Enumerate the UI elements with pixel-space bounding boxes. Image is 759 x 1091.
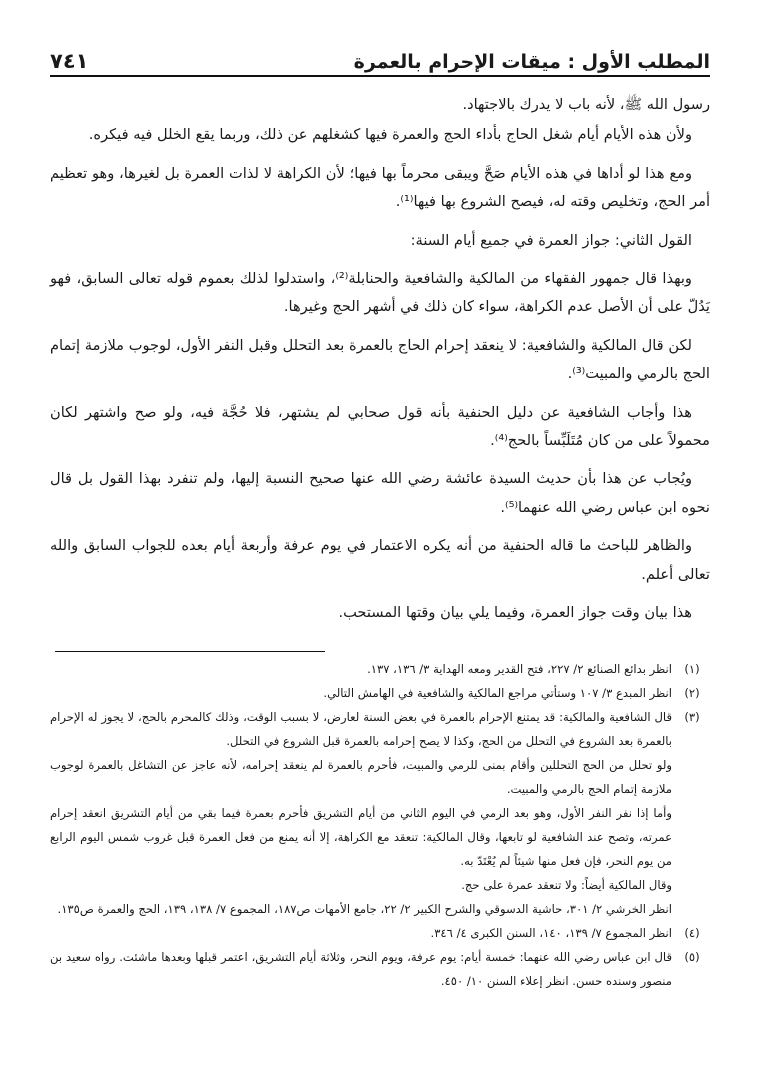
footnote-5	[50, 945, 712, 993]
footnote-text: وأما إذا نفر النفر الأول، وهو بعد الرمي في اليوم الثاني من أيام التشريق فأحرم بعمرة فيما بقي من أيام التشريق انعقد إحرام عمرته، وتصح عند الشافعية لو تابعها، وقال المالكية: تنعقد مع الكراهة، إلا أنه يمنع من فعل العمرة قبل غروب شمس اليوم الرابع من يوم النحر، فإن فعل منها شيئاً لم يُعْتَدّ به.	[50, 806, 672, 868]
footnote-3	[50, 705, 712, 921]
paragraph: والظاهر للباحث ما قاله الحنفية من أنه يكره الاعتمار في يوم عرفة وأربعة أيام بعده للجواب السابق والله تعالى أعلم.	[50, 537, 710, 583]
paragraph: هذا وأجاب الشافعية عن دليل الحنفية بأنه قول صحابي لم يشتهر، فلا حُجَّة فيه، ولو صح واشتهر لكان محمولاً على من كان مُتَلَبِّساً بالحج⁽⁴⁾.	[50, 403, 710, 450]
footnote-number: (٣)	[684, 710, 700, 724]
paragraph: هذا بيان وقت جواز العمرة، وفيما يلي بيان وقتها المستحب.	[338, 604, 692, 622]
footnotes	[50, 657, 712, 993]
footnote-number: (٢)	[684, 686, 700, 700]
footnote-text: قال الشافعية والمالكية: قد يمتنع الإحرام بالعمرة في بعض السنة لعارض، لا بسبب الوقت، وذلك كالمحرم بالحج، لا يجوز له الإحرام بالعمرة بعد الشروع في التحلل من الحج، وكذا لا يصح إحرامه بالعمرة قبل الشروع في التحلل.	[50, 710, 672, 748]
running-header	[50, 45, 710, 77]
footnote-number: (٤)	[684, 926, 700, 940]
paragraph: لكن قال المالكية والشافعية: لا ينعقد إحرام الحاج بالعمرة بعد التحلل وقبل النفر الأول، لوجوب ملازمة إتمام الحج بالرمي والمبيت⁽³⁾.	[50, 336, 710, 383]
footnote-number: (١)	[684, 662, 700, 676]
section-heading: القول الثاني: جواز العمرة في جميع أيام السنة:	[410, 231, 692, 249]
footnote-text: ولو تحلل من الحج التحللين وأقام بمنى للرمي والمبيت، فأحرم بالعمرة لم ينعقد إحرامه، لأنه عاجز عن التشاغل بالعمرة لوجوب ملازمة إتمام الحج بالرمي والمبيت.	[50, 758, 672, 796]
footnote-divider	[55, 651, 325, 652]
section-title: المطلب الأول : ميقات الإحرام بالعمرة	[353, 51, 710, 73]
footnote-text: انظر المبدع ٣/ ١٠٧ وستأتي مراجع المالكية والشافعية في الهامش التالي.	[323, 686, 672, 700]
main-text	[50, 91, 710, 628]
page-content	[50, 45, 710, 638]
footnote-text: قال ابن عباس رضي الله عنهما: خمسة أيام: يوم عرفة، ويوم النحر، وثلاثة أيام التشريق، اعتمر قبلها وبعدها ماشئت. رواه سعيد بن منصور وسنده حسن. انظر إعلاء السنن ١٠/ ٤٥٠.	[50, 950, 672, 988]
footnote-4	[50, 921, 712, 945]
footnote-2	[50, 681, 712, 705]
paragraph: رسول الله ﷺ، لأنه باب لا يدرك بالاجتهاد.	[462, 96, 710, 113]
footnote-text: انظر بدائع الصنائع ٢/ ٢٢٧، فتح القدير ومعه الهداية ٣/ ١٣٦، ١٣٧.	[367, 662, 672, 676]
paragraph: وبهذا قال جمهور الفقهاء من المالكية والشافعية والحنابلة⁽²⁾، واستدلوا لذلك بعموم قوله تعالى السابق، فهو يَدُلّ على أن الأصل عدم الكراهة، سواء كان ذلك في أشهر الحج وغيرها.	[50, 270, 710, 316]
footnote-text: وقال المالكية أيضاً: ولا تنعقد عمرة على حج.	[461, 878, 672, 892]
page-number: ٧٤١	[50, 49, 89, 73]
footnote-text: انظر المجموع ٧/ ١٣٩، ١٤٠، السنن الكبرى ٤/ ٣٤٦.	[430, 926, 672, 940]
paragraph: ويُجاب عن هذا بأن حديث السيدة عائشة رضي الله عنها صحيح النسبة إليها، ولم تنفرد بهذا القول بل قال نحوه ابن عباس رضي الله عنهما⁽⁵⁾.	[50, 470, 710, 516]
footnote-text: انظر الخرشي ٢/ ٣٠١، حاشية الدسوقي والشرح الكبير ٢/ ٢٢، جامع الأمهات ص١٨٧، المجموع ٧/ ١٣٨، ١٣٩، الحج والعمرة ص١٣٥.	[57, 902, 672, 916]
paragraph: ولأن هذه الأيام أيام شغل الحاج بأداء الحج والعمرة فيها كشغلهم عن ذلك، وربما يقع الخلل فيه فيكره.	[88, 126, 692, 144]
footnote-number: (٥)	[684, 950, 700, 964]
footnote-1	[50, 657, 712, 681]
paragraph: ومع هذا لو أداها في هذه الأيام صَحَّ ويبقى محرماً بها فيها؛ لأن الكراهة لا لذات العمرة بل لغيرها، وهو تعظيم أمر الحج، وتخليص وقته له، فيصح الشروع بها فيها⁽¹⁾.	[50, 164, 710, 211]
